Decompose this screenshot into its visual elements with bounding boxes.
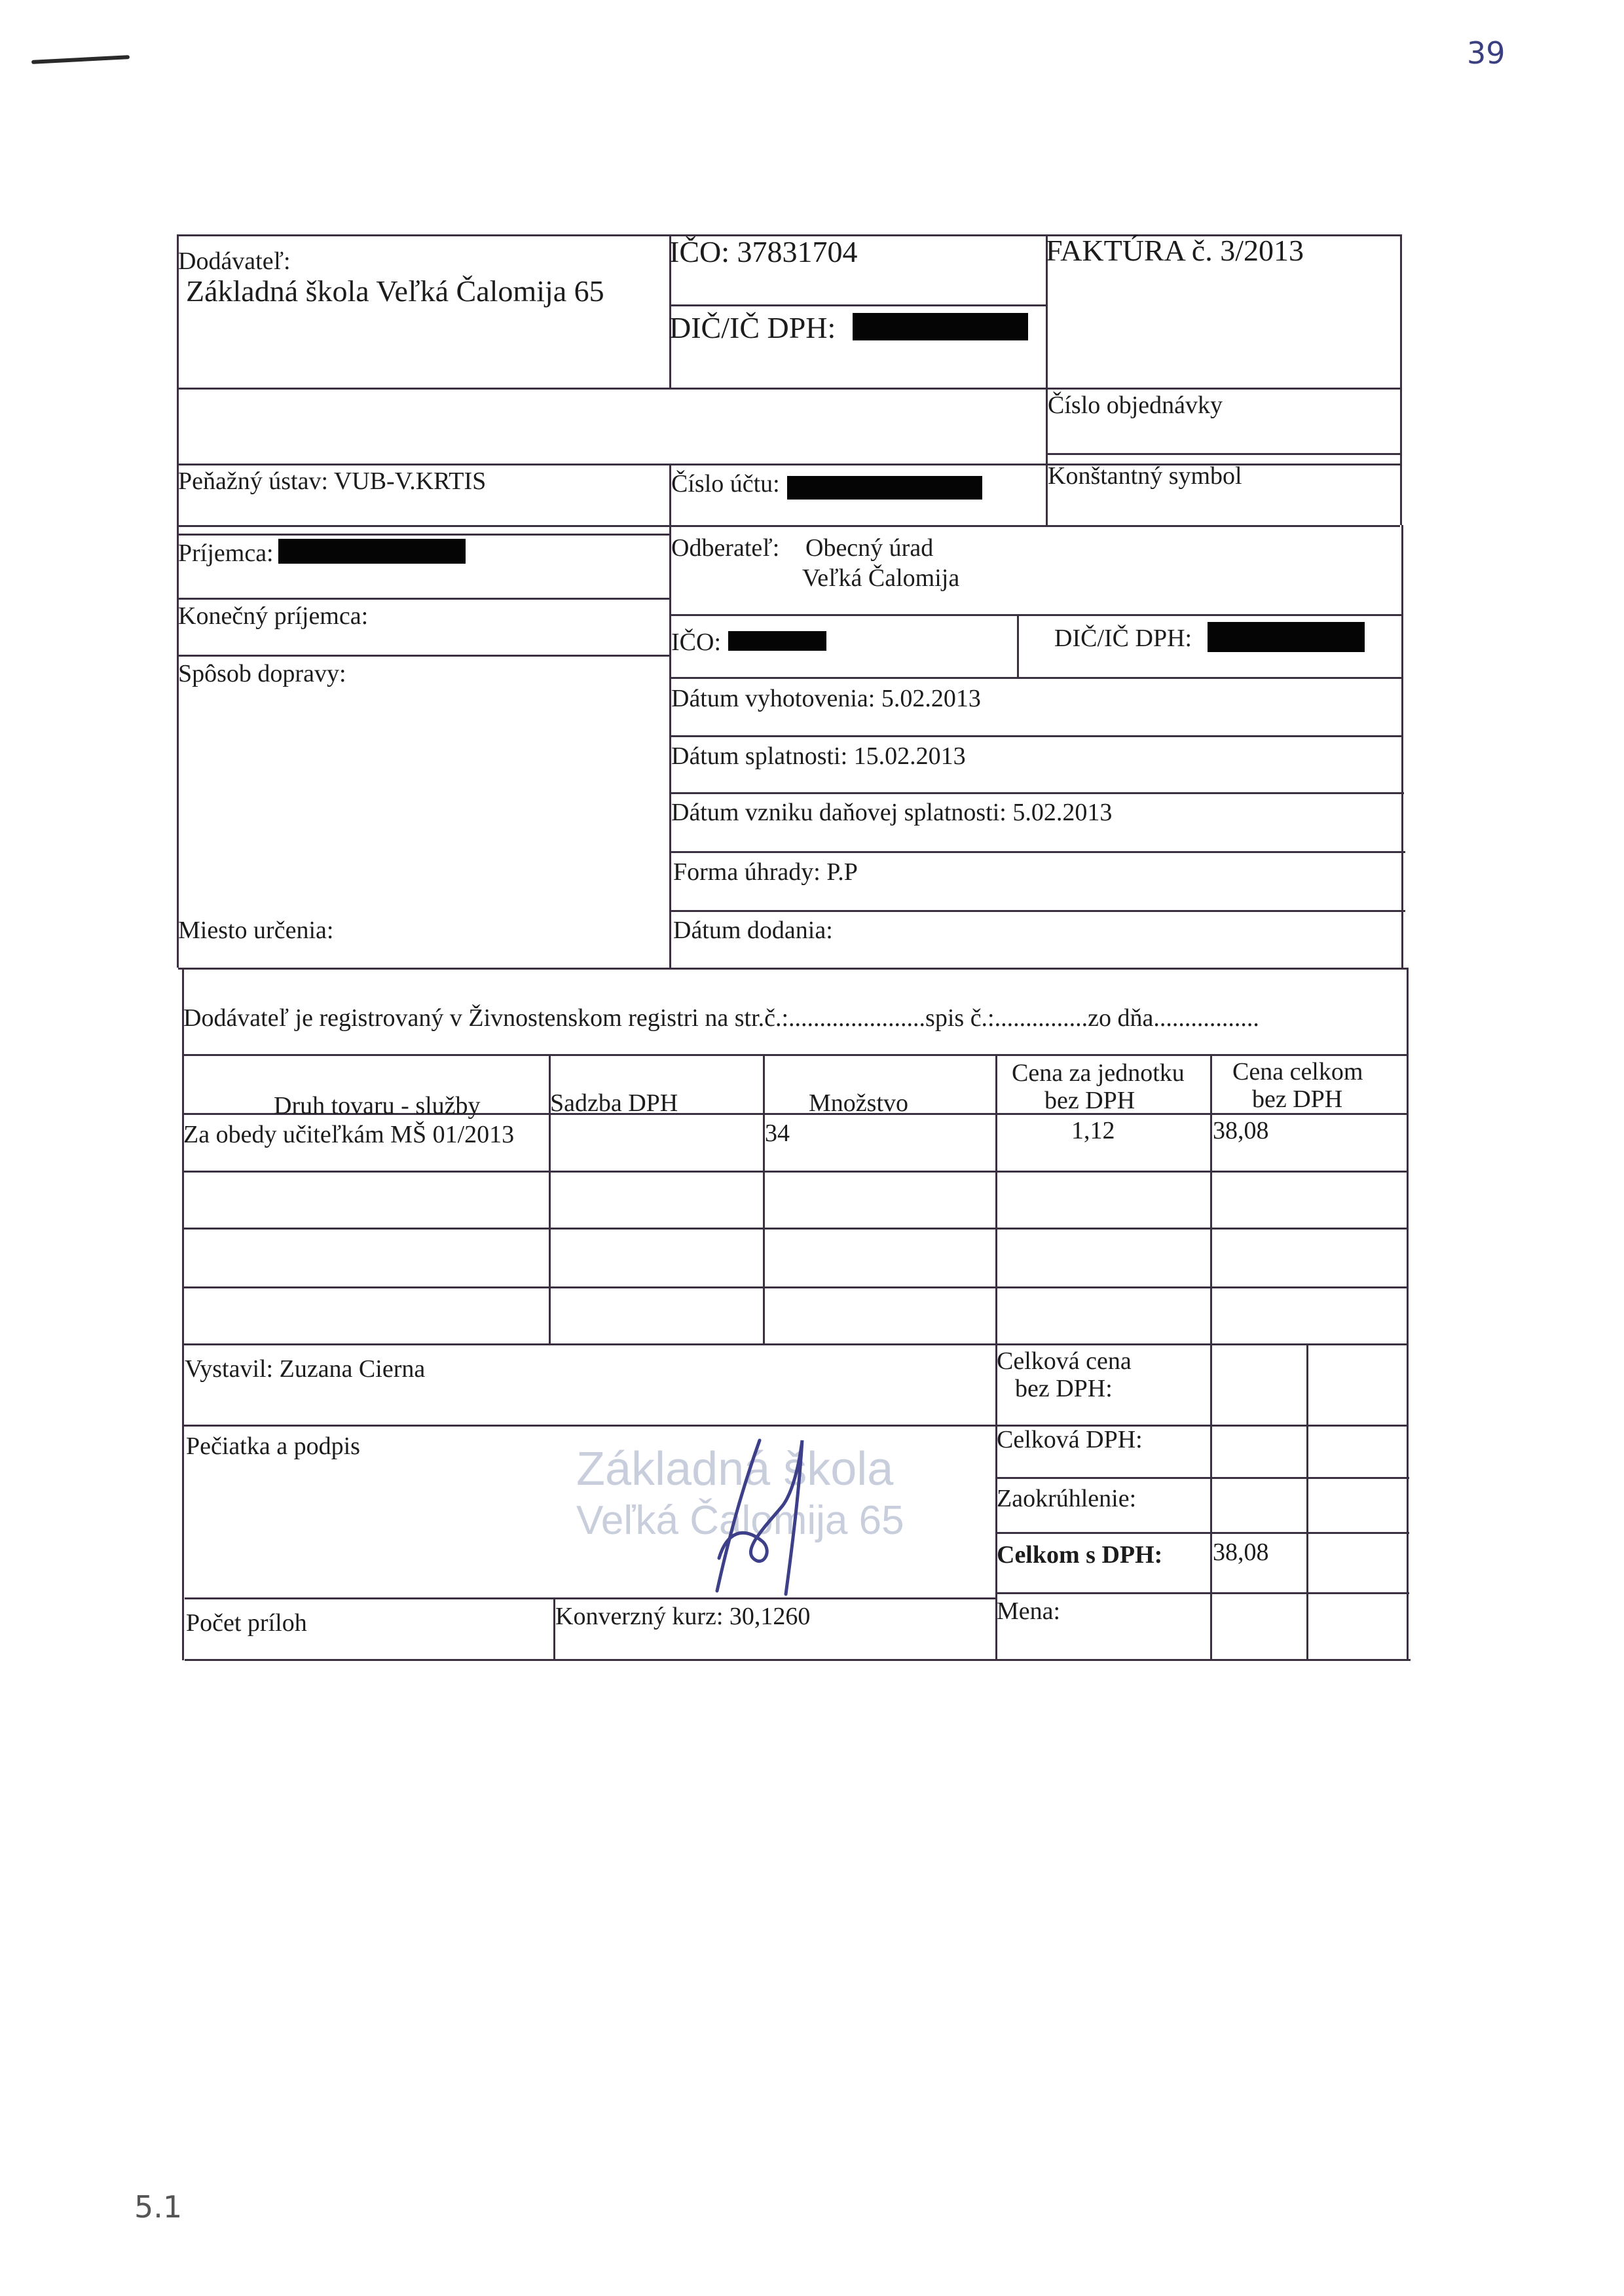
rule [177, 655, 669, 657]
row-goods: Za obedy učiteľkám MŠ 01/2013 [183, 1121, 515, 1148]
rule [1210, 1054, 1212, 1660]
rule [669, 614, 1401, 616]
rule [669, 304, 1046, 306]
total-with-vat-label: Celkom s DPH: [997, 1541, 1163, 1569]
rule [182, 1054, 1408, 1056]
rule [177, 388, 1400, 390]
rule [1400, 234, 1402, 525]
payment-form: Forma úhrady: P.P [673, 858, 858, 886]
rule [177, 534, 669, 536]
rule [182, 1343, 1408, 1345]
attachments-label: Počet príloh [186, 1609, 307, 1637]
total-without-vat-line1: Celková cena [997, 1347, 1132, 1375]
supplier-name: Základná škola Veľká Čalomija 65 [186, 274, 604, 308]
due-date: Dátum splatnosti: 15.02.2013 [671, 742, 966, 770]
rule [1401, 525, 1403, 968]
row-total: 38,08 [1213, 1117, 1269, 1144]
account-label: Číslo účtu: [671, 470, 780, 498]
row-quantity: 34 [765, 1120, 790, 1147]
header-goods: Druh tovaru - služby [274, 1092, 481, 1120]
rule [178, 968, 1407, 970]
header-unit-price-line2: bez DPH [1044, 1087, 1135, 1114]
redacted-recipient [278, 539, 466, 564]
rule [1017, 614, 1019, 677]
rule [182, 1425, 1408, 1427]
supplier-ico: IČO: 37831704 [669, 235, 858, 268]
supplier-label: Dodávateľ: [178, 247, 291, 275]
redacted-supplier-dic [853, 313, 1028, 340]
header-total-line1: Cena celkom [1232, 1058, 1363, 1085]
rule [185, 1659, 1411, 1661]
total-with-vat-value: 38,08 [1213, 1539, 1269, 1566]
customer-name-line1: Obecný úrad [805, 534, 934, 562]
rule [177, 234, 179, 968]
customer-label: Odberateľ: [671, 534, 780, 562]
row-unit-price: 1,12 [1071, 1117, 1115, 1144]
header-unit-price-line1: Cena za jednotku [1012, 1059, 1185, 1087]
rule [669, 910, 1405, 912]
rule [177, 598, 669, 600]
rule [669, 851, 1405, 853]
tax-date: Dátum vzniku daňovej splatnosti: 5.02.2013 [671, 799, 1113, 826]
final-recipient-label: Konečný príjemca: [178, 602, 369, 630]
stamp-signature-label: Pečiatka a podpis [186, 1432, 360, 1460]
rule [995, 1592, 1409, 1594]
rule [182, 968, 184, 1660]
redacted-customer-dic [1208, 622, 1365, 652]
school-stamp-line1: Základná škola [576, 1443, 894, 1495]
header-total-line2: bez DPH [1252, 1085, 1343, 1113]
signature [681, 1427, 851, 1597]
rounding-label: Zaokrúhlenie: [997, 1485, 1137, 1512]
customer-name-line2: Veľká Čalomija [802, 564, 960, 592]
currency-label: Mena: [997, 1597, 1061, 1625]
rule [1046, 453, 1400, 455]
rule [177, 525, 1400, 527]
invoice-title: FAKTÚRA č. 3/2013 [1046, 234, 1304, 267]
destination-label: Miesto určenia: [178, 917, 334, 944]
rule [182, 1171, 1408, 1173]
supplier-dic-label: DIČ/IČ DPH: [669, 311, 836, 344]
redacted-account-number [787, 476, 982, 500]
issue-date: Dátum vyhotovenia: 5.02.2013 [671, 685, 981, 712]
header-vat-rate: Sadzba DPH [550, 1089, 678, 1117]
delivery-date-label: Dátum dodania: [673, 917, 833, 944]
customer-dic-label: DIČ/IČ DPH: [1054, 625, 1192, 652]
recipient-label: Príjemca: [178, 539, 274, 567]
total-without-vat-line2: bez DPH: [1015, 1375, 1113, 1402]
rule [182, 1286, 1408, 1288]
constant-symbol-label: Konštantný symbol [1048, 462, 1242, 490]
header-quantity: Množstvo [809, 1089, 908, 1117]
total-vat-label: Celková DPH: [997, 1426, 1143, 1453]
bank-label: Peňažný ústav: VUB-V.KRTIS [178, 467, 487, 495]
transport-label: Spôsob dopravy: [178, 660, 346, 687]
rule [995, 1477, 1409, 1479]
conversion-rate: Konverzný kurz: 30,1260 [555, 1603, 811, 1630]
rule [995, 1532, 1409, 1534]
scan-edge-mark [31, 55, 130, 64]
rule [669, 677, 1403, 679]
rule [669, 735, 1403, 737]
rule [1306, 1343, 1308, 1660]
rule [669, 792, 1404, 794]
registry-text: Dodávateľ je registrovaný v Živnostenskom registri na str.č.:......................spis č.:...............zo dňa................. [183, 1004, 1259, 1032]
order-number-label: Číslo objednávky [1048, 392, 1223, 419]
issued-by: Vystavil: Zuzana Cierna [185, 1355, 426, 1383]
rule [182, 1228, 1408, 1230]
rule [185, 1597, 995, 1599]
redacted-customer-ico [728, 631, 826, 651]
customer-ico-label: IČO: [671, 629, 721, 656]
footer-mark: 5.1 [134, 2189, 183, 2225]
page-number: 39 [1467, 35, 1505, 71]
rule [763, 1054, 765, 1343]
school-stamp-line2: Veľká Čalomija 65 [576, 1498, 904, 1543]
rule [1407, 968, 1409, 1660]
